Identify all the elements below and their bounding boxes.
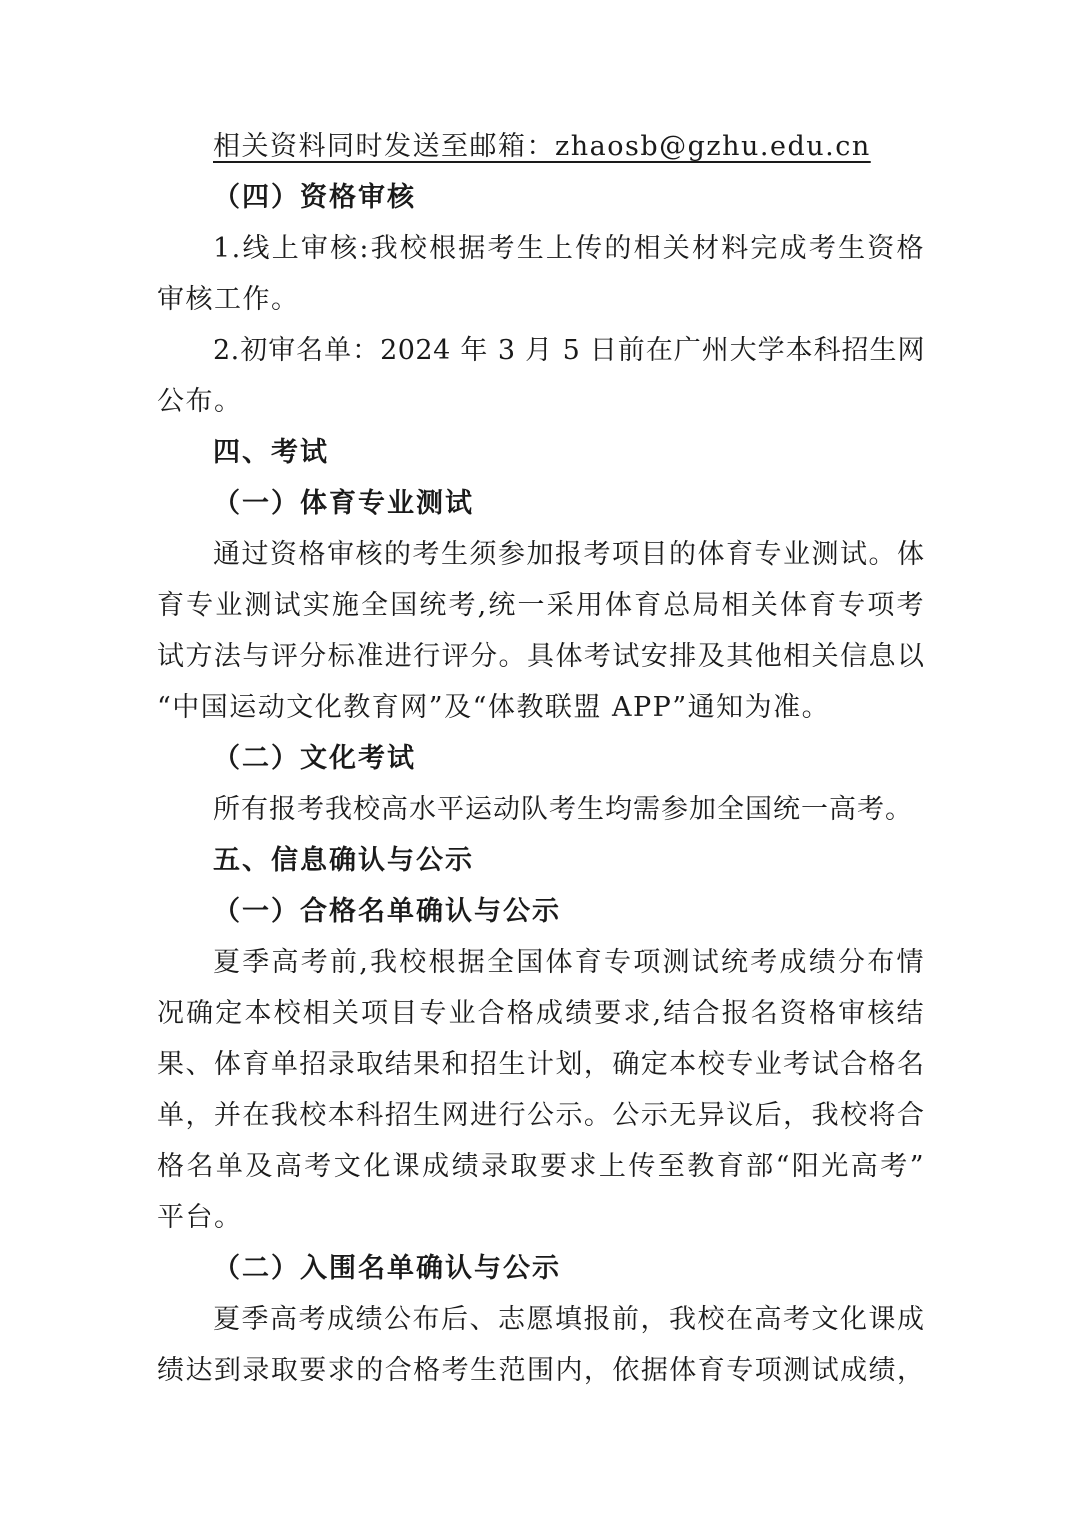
- paragraph-line: “中国运动文化教育网”及“体教联盟 APP”通知为准。: [157, 692, 831, 723]
- paragraph-line: 果、体育单招录取结果和招生计划，确定本校专业考试合格名: [157, 1049, 925, 1080]
- paragraph-line: 夏季高考前,我校根据全国体育专项测试统考成绩分布情: [213, 947, 925, 978]
- paragraph-line: 育专业测试实施全国统考,统一采用体育总局相关体育专项考: [157, 590, 925, 621]
- paragraph-line: 1.线上审核:我校根据考生上传的相关材料完成考生资格: [213, 233, 925, 264]
- subsection-heading-shortlist: （二）入围名单确认与公示: [213, 1253, 561, 1284]
- paragraph-line: 格名单及高考文化课成绩录取要求上传至教育部“阳光高考”: [157, 1151, 925, 1182]
- paragraph-line: 况确定本校相关项目专业合格成绩要求,结合报名资格审核结: [157, 998, 925, 1029]
- subsection-heading-qualified-list: （一）合格名单确认与公示: [213, 896, 561, 927]
- paragraph-line: 试方法与评分标准进行评分。具体考试安排及其他相关信息以: [157, 641, 925, 672]
- paragraph-line: 2.初审名单：2024 年 3 月 5 日前在广州大学本科招生网: [213, 335, 925, 366]
- document-body: [157, 121, 925, 1396]
- paragraph-line: 审核工作。: [157, 284, 300, 315]
- subsection-heading-culture-exam: （二）文化考试: [213, 743, 416, 774]
- paragraph-line: 夏季高考成绩公布后、志愿填报前，我校在高考文化课成: [213, 1304, 925, 1335]
- section-heading-exam: 四、考试: [213, 437, 329, 468]
- subsection-heading-sports-test: （一）体育专业测试: [213, 488, 474, 519]
- section-heading-qualification-review: （四）资格审核: [213, 182, 416, 213]
- paragraph-line: 平台。: [157, 1202, 243, 1233]
- paragraph-line: 绩达到录取要求的合格考生范围内，依据体育专项测试成绩，: [157, 1355, 925, 1386]
- paragraph-line: 单，并在我校本科招生网进行公示。公示无异议后，我校将合: [157, 1100, 925, 1131]
- paragraph-line: 通过资格审核的考生须参加报考项目的体育专业测试。体: [213, 539, 925, 570]
- email-line: 相关资料同时发送至邮箱：zhaosb@gzhu.edu.cn: [213, 131, 871, 162]
- paragraph-line: 公布。: [157, 386, 243, 417]
- section-heading-info-confirmation: 五、信息确认与公示: [213, 845, 474, 876]
- paragraph-line: 所有报考我校高水平运动队考生均需参加全国统一高考。: [213, 794, 913, 825]
